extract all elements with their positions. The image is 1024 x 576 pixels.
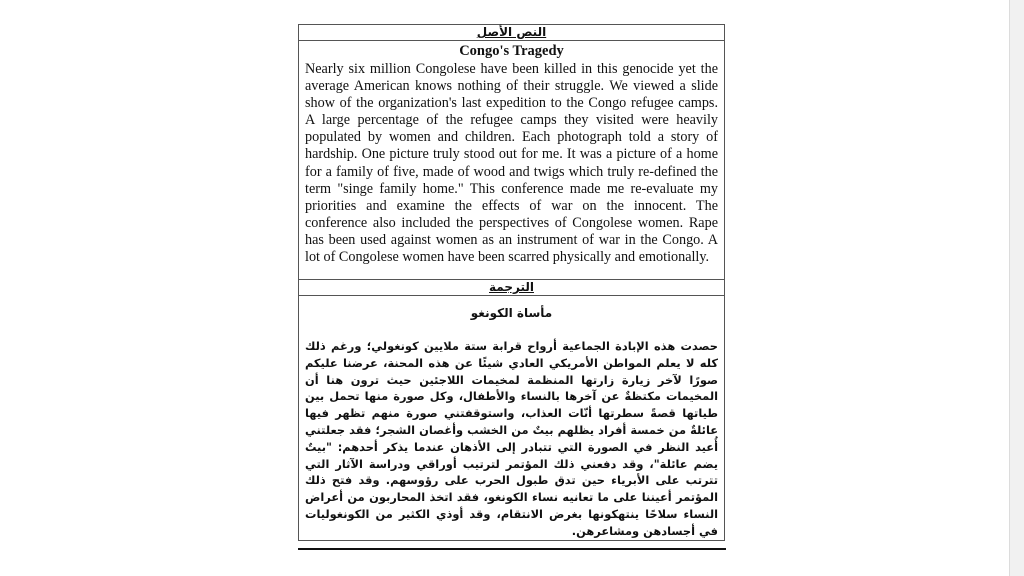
page-bottom-rule — [298, 548, 726, 550]
translation-header: الترجمة — [299, 280, 725, 296]
right-gutter — [1009, 0, 1024, 576]
arabic-body: حصدت هذه الإبادة الجماعية أرواح قرابة ستة ملايين كونغولي؛ ورغم ذلك كله لا يعلم المواطن الأمريكي العادي شيئًا عن هذه المحنة، عرضنا عليكم صورًا لآخر زيارة زارتها المنظمة لمخيمات اللاجئين حيث ترون هنا أن المخيمات مكتظةٌ عن آخرها بالنساء والأطفال، وكل صورة منها تحمل بين طياتها قصةً سطرتها أنّات العذاب، واستوقفتني صورة منهم تظهر فيها عائلةٌ من خمسة أفراد يظلهم بيتٌ من الخشب وأغصان الشجر؛ فقد جعلتني أُعيد النظر في الصورة التي تتبادر إلى الأذهان عندما يذكر أحدهم: "بيتٌ يضم عائلة"، وقد دفعني ذلك المؤتمر لترتيب أوراقي ودراسة الآثار التي تترتب على الأبرياء حين تدق طبول الحرب على رؤوسهم. وقد فتح ذلك المؤتمر أعيننا على ما تعانيه نساء الكونغو، فقد اتخذ المحاربون من أعراض النساء سلاحًا ينتهكونها بغرض الانتقام، وقد أوذي الكثير من الكونغوليات في أجسادهن ومشاعرهن. — [305, 339, 718, 538]
original-header: النص الأصل — [299, 25, 725, 41]
arabic-row — [299, 296, 725, 541]
english-row — [299, 41, 725, 280]
arabic-cell — [299, 296, 725, 541]
english-body: Nearly six million Congolese have been killed in this genocide yet the average American knows nothing of their struggle. We viewed a slide show of the organization's last expedition to the Congo refugee camps. A large percentage of the refugee camps they visited were heavily populated by women and children. Each photograph told a story of hardship. One picture truly stood out for me. It was a picture of a home for a family of five, made of wood and twigs which truly re-defined the term "singe family home." This conference made me re-evaluate my priorities and examine the effects of war on the innocent. The conference also included the perspectives of Congolese women. Rape has been used against women as an instrument of war in the Congo. A lot of Congolese women have been scarred physically and emotionally. — [305, 61, 718, 266]
translation-table — [298, 24, 725, 541]
translation-header-row — [299, 280, 725, 296]
arabic-title: مأساة الكونغو — [470, 306, 553, 320]
english-cell — [299, 41, 725, 280]
english-title: Congo's Tragedy — [459, 43, 564, 59]
original-header-row — [299, 25, 725, 41]
